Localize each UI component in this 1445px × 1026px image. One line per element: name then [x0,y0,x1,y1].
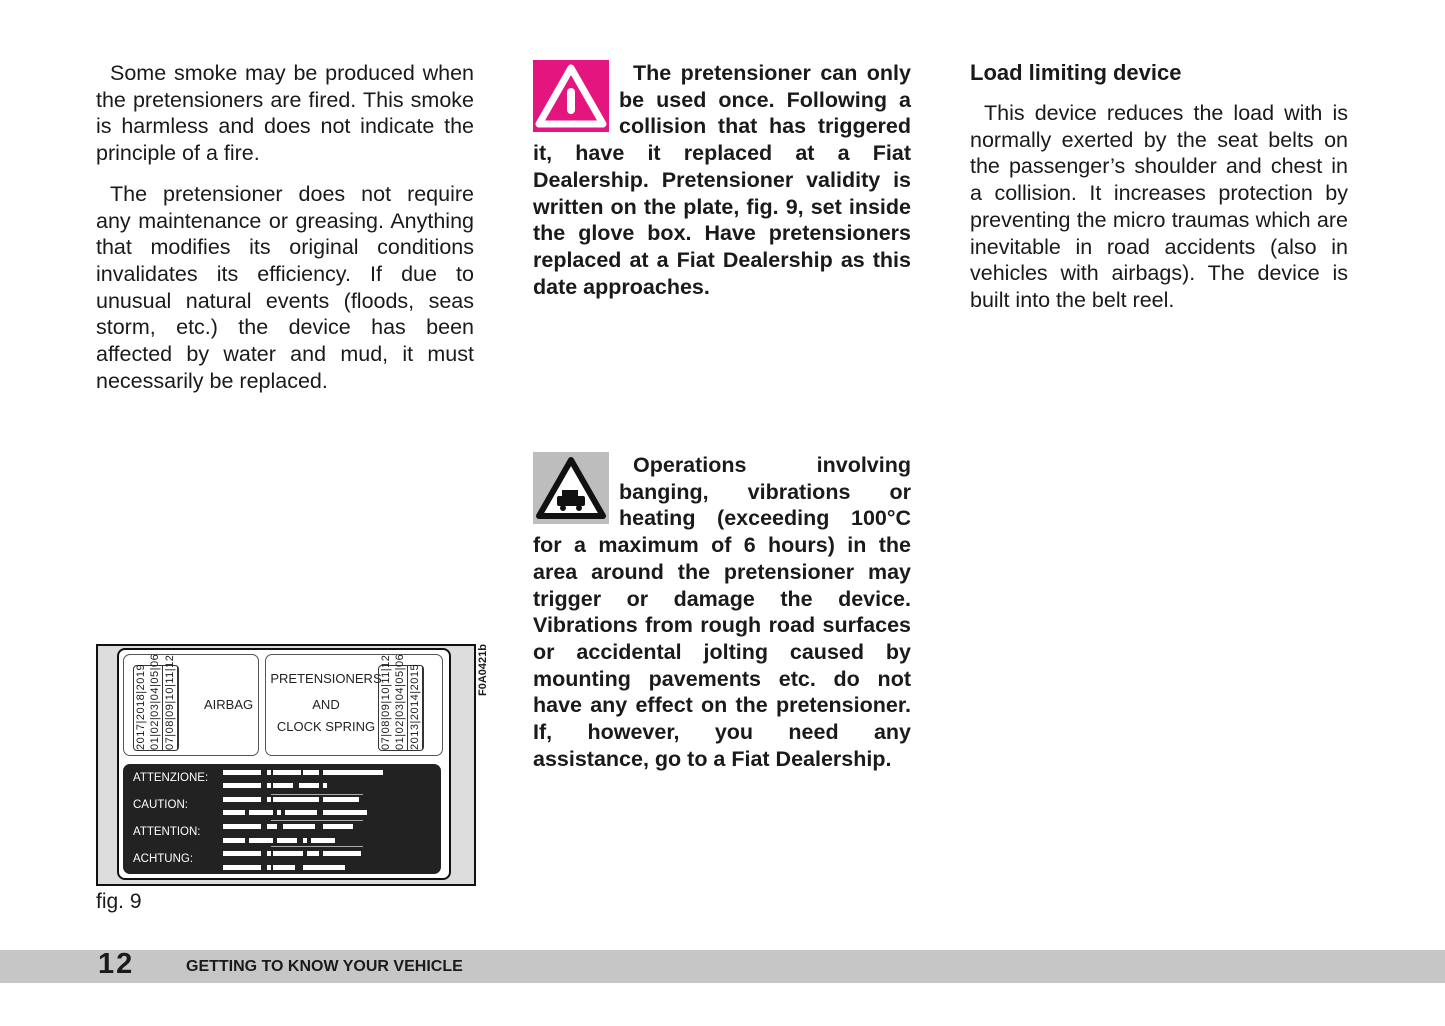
text-bar [323,770,383,775]
text-bar [323,783,327,788]
text-bar [267,851,271,856]
warning-text: Operations involving banging, vibrations or heating (exceeding 100°C for a maximum of 6 hours) in the area around the pretensioner may trigger or damage the device. Vibrations from rough road surfaces or accidental jolting caused by mounting pavements etc. do not have any effect on the pretensioner. If, however, you need any assistance, go to a Fiat Dealership. [533,453,911,771]
text-bar [323,810,367,815]
column-2 [533,60,911,300]
text-bar [223,770,261,775]
text-bar [223,838,245,843]
figure-code: F0A0421b [477,644,489,696]
text-bar [267,783,271,788]
warning-block [533,60,911,300]
text-bar [273,783,293,788]
warning-label: ACHTUNG: [133,853,194,865]
vehicle-warning-icon [533,452,609,524]
text-bar [303,865,345,870]
text-bar [285,810,317,815]
text-bar [273,797,319,802]
text-bar [307,851,319,856]
text-bar [271,824,277,829]
paragraph: Some smoke may be produced when the pretensioners are fired. This smoke is harmless and does not indicate the principle of a fire. [96,61,474,166]
pretensioners-date-grid [378,653,424,751]
pretensioners-label: CLOCK SPRING [276,719,376,734]
page-number: 12 [98,948,135,980]
text-bar [283,824,315,829]
validity-plate [117,648,451,880]
text-bar [223,851,261,856]
airbag-date-grid [133,653,179,751]
grid-column: 07|08|09|10|11|12 [380,654,392,750]
pretensioners-box [265,654,443,756]
text-bar [249,838,273,843]
text-bar [223,797,261,802]
text-bar [273,770,301,775]
section-title: GETTING TO KNOW YOUR VEHICLE [186,958,463,975]
grid-column: 01|02|03|04|05|06 [394,653,406,750]
warning-block [533,452,911,772]
text-bar [323,824,353,829]
divider [271,846,363,847]
text-bar [223,824,261,829]
text-bar [273,865,295,870]
figure-caption: fig. 9 [96,890,142,913]
text-bar [277,838,297,843]
warning-panel [123,764,441,874]
warning-text: The pretensioner can only be used once. Following a collision that has triggered it, have it replaced at a Fiat Dealership. Pretensioner validity is written on the plate, fig. 9, set inside the glove box. Have pretensioners replaced at a Fiat Dealership as this date approaches. [533,61,911,299]
text-bar [299,783,319,788]
figure-9 [96,644,476,886]
footer-bar [0,950,1445,983]
text-bar [223,810,245,815]
text-bar [313,770,317,775]
paragraph: This device reduces the load with is normally exerted by the seat belts on the passenger’s shoulder and chest in a collision. It increases protection by preventing the micro traumas which are inevitable in road accidents (also in vehicles with airbags). The device is built into the belt reel. [970,101,1348,312]
pretensioners-label: PRETENSIONERS [270,671,382,686]
text-bar [323,797,359,802]
warning-label: ATTENTION: [133,826,201,838]
text-bar [223,865,261,870]
airbag-label: AIRBAG [204,697,254,712]
text-bar [277,810,281,815]
grid-column: 2013|2014|2015 [409,663,421,750]
divider [271,794,363,795]
grid-column: 01|02|03|04|05|06 [149,653,161,750]
airbag-box [123,654,259,756]
grid-column: 07|08|09|10|11|12 [164,654,176,750]
column-1 [96,60,474,408]
warning-exclamation-icon [533,60,609,132]
column-3 [970,60,1348,328]
text-bar [267,865,271,870]
warning-label: CAUTION: [133,799,188,811]
grid-column: 2017|2018|2019 [135,663,147,750]
section-heading: Load limiting device [970,60,1182,85]
divider [271,820,363,821]
text-bar [273,851,303,856]
text-bar [223,783,261,788]
warning-label: ATTENZIONE: [133,772,209,784]
text-bar [267,797,271,802]
text-bar [323,851,361,856]
paragraph: The pretensioner does not require any maintenance or greasing. Anything that modifies its original conditions invalidates its efficiency. If due to unusual natural events (floods, seas storm, etc.) the device has been affected by water and mud, it must necessarily be replaced. [96,181,474,393]
text-bar [267,770,271,775]
text-bar [249,810,273,815]
text-bar [311,838,335,843]
pretensioners-label: AND [312,697,340,712]
text-bar [303,838,307,843]
